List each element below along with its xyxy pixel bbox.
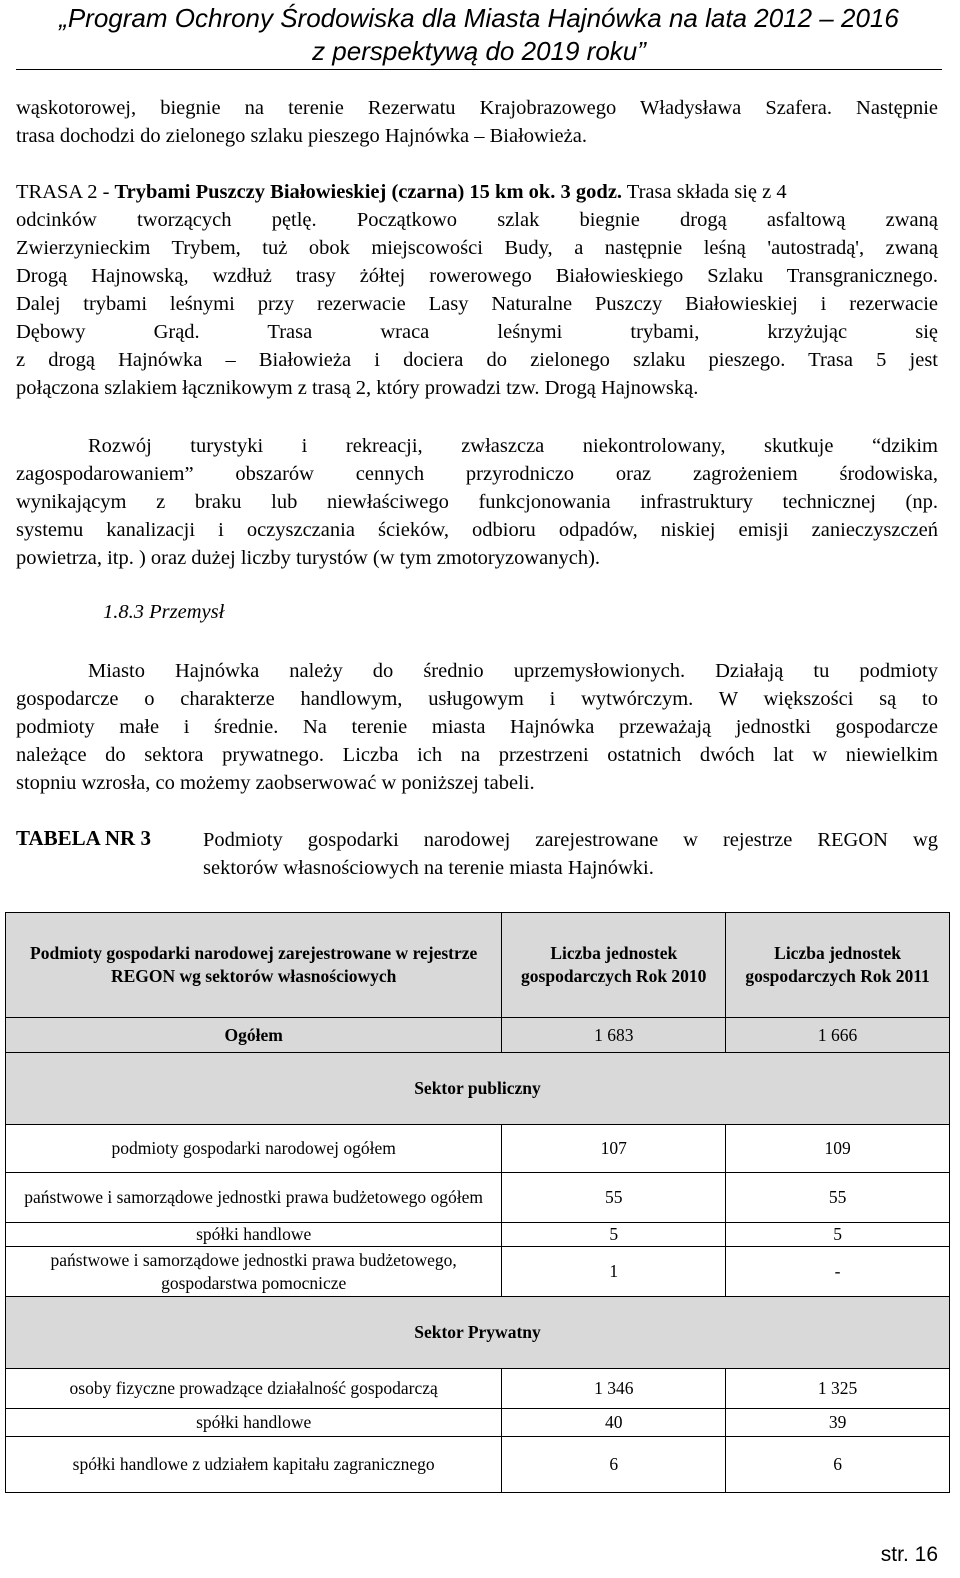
paragraph-tourism-impact <box>16 432 938 572</box>
row-2011: - <box>726 1247 950 1297</box>
row-2010: 55 <box>502 1173 726 1223</box>
text-line: odcinków tworzących pętlę. Początkowo szlak biegnie drogą asfaltową zwaną <box>16 209 938 231</box>
regon-table <box>5 912 950 1493</box>
text-line: należące do sektora prywatnego. Liczba ich na przestrzeni ostatnich dwóch lat w niewielkim <box>16 744 938 766</box>
row-2011: 39 <box>726 1409 950 1437</box>
header-cell-category: Podmioty gospodarki narodowej zarejestrowane w rejestrze REGON wg sektorów własnościowych <box>6 913 502 1018</box>
text-line: Drogą Hajnowską, wzdłuż trasy żółtej rowerowego Białowieskiego Szlaku Transgranicznego. <box>16 265 938 287</box>
table-row <box>6 1125 950 1173</box>
text-line: stopniu wzrosła, co możemy zaobserwować w poniższej tabeli. <box>16 772 535 794</box>
text-line: Miasto Hajnówka należy do średnio uprzemysłowionych. Działają tu podmioty <box>88 660 938 682</box>
header-divider <box>16 69 942 70</box>
trail-name: Trybami Puszczy Białowieskiej (czarna) 15 km ok. 3 godz. <box>114 181 623 203</box>
row-label: osoby fizyczne prowadzące działalność gospodarczą <box>6 1369 502 1409</box>
row-2011: 6 <box>726 1437 950 1493</box>
text-line: Dębowy Grąd. Trasa wraca leśnymi trybami, krzyżując się <box>16 321 938 343</box>
trail-desc-start: Trasa składa się z 4 <box>622 181 787 203</box>
row-2011: 5 <box>726 1223 950 1247</box>
text-line: systemu kanalizacji i oczyszczania ścieków, odbioru odpadów, niskiej emisji zanieczyszczeń <box>16 519 938 541</box>
section-row-private <box>6 1297 950 1369</box>
paragraph-trail-2 <box>16 178 938 402</box>
row-label: podmioty gospodarki narodowej ogółem <box>6 1125 502 1173</box>
row-2010: 5 <box>502 1223 726 1247</box>
paragraph-industry <box>16 657 938 797</box>
table-row <box>6 1247 950 1297</box>
total-label: Ogółem <box>6 1018 502 1053</box>
caption-line: Podmioty gospodarki narodowej zarejestrowane w rejestrze REGON wg <box>203 829 938 851</box>
text-line: trasa dochodzi do zielonego szlaku pieszego Hajnówka – Białowieża. <box>16 125 587 147</box>
table-row <box>6 1437 950 1493</box>
section-title-public: Sektor publiczny <box>6 1053 950 1125</box>
table-row-total <box>6 1018 950 1053</box>
document-header <box>16 2 942 68</box>
total-2011: 1 666 <box>726 1018 950 1053</box>
text-line <box>16 178 938 206</box>
row-label: spółki handlowe <box>6 1223 502 1247</box>
text-line: Dalej trybami leśnymi przy rezerwacie Lasy Naturalne Puszczy Białowieskiej i rezerwacie <box>16 293 938 315</box>
row-2010: 6 <box>502 1437 726 1493</box>
total-2010: 1 683 <box>502 1018 726 1053</box>
text-line: wynikającym z braku lub niewłaściwego funkcjonowania infrastruktury technicznej (np. <box>16 491 938 513</box>
table-row <box>6 1173 950 1223</box>
row-2011: 109 <box>726 1125 950 1173</box>
section-row-public <box>6 1053 950 1125</box>
text-line: podmioty małe i średnie. Na terenie miasta Hajnówka przeważają jednostki gospodarcze <box>16 716 938 738</box>
text-line: Rozwój turystyki i rekreacji, zwłaszcza niekontrolowany, skutkuje “dzikim <box>88 435 938 457</box>
row-2011: 1 325 <box>726 1369 950 1409</box>
row-2010: 107 <box>502 1125 726 1173</box>
trail-prefix: TRASA 2 - <box>16 181 115 203</box>
table-caption <box>203 826 938 882</box>
text-line: wąskotorowej, biegnie na terenie Rezerwatu Krajobrazowego Władysława Szafera. Następnie <box>16 97 938 119</box>
page-number: str. 16 <box>880 1543 938 1566</box>
text-line: powietrza, itp. ) oraz dużej liczby turystów (w tym zmotoryzowanych). <box>16 547 601 569</box>
text-line: zagospodarowaniem” obszarów cennych przyrodniczo oraz zagrożeniem środowiska, <box>16 463 938 485</box>
table-header-row <box>6 913 950 1018</box>
section-title-private: Sektor Prywatny <box>6 1297 950 1369</box>
row-label: spółki handlowe z udziałem kapitału zagranicznego <box>6 1437 502 1493</box>
row-label: spółki handlowe <box>6 1409 502 1437</box>
text-line: połączona szlakiem łącznikowym z trasą 2, który prowadzi tzw. Drogą Hajnowską. <box>16 377 699 399</box>
table-label: TABELA NR 3 <box>16 826 151 850</box>
paragraph-trail-1 <box>16 94 938 150</box>
table-row <box>6 1223 950 1247</box>
header-cell-2010: Liczba jednostek gospodarczych Rok 2010 <box>502 913 726 1018</box>
table-row <box>6 1369 950 1409</box>
text-line: gospodarcze o charakterze handlowym, usługowym i wytwórczym. W większości są to <box>16 688 938 710</box>
header-title-line2: z perspektywą do 2019 roku” <box>312 36 646 66</box>
row-2010: 1 346 <box>502 1369 726 1409</box>
section-heading: 1.8.3 Przemysł <box>103 601 225 623</box>
row-2010: 40 <box>502 1409 726 1437</box>
text-line: z drogą Hajnówka – Białowieża i dociera do zielonego szlaku pieszego. Trasa 5 jest <box>16 349 938 371</box>
table-row <box>6 1409 950 1437</box>
row-2010: 1 <box>502 1247 726 1297</box>
row-label: państwowe i samorządowe jednostki prawa budżetowego ogółem <box>6 1173 502 1223</box>
row-label: państwowe i samorządowe jednostki prawa budżetowego, gospodarstwa pomocnicze <box>6 1247 502 1297</box>
caption-line: sektorów własnościowych na terenie miasta Hajnówki. <box>203 857 654 879</box>
header-cell-2011: Liczba jednostek gospodarczych Rok 2011 <box>726 913 950 1018</box>
row-2011: 55 <box>726 1173 950 1223</box>
text-line: Zwierzynieckim Trybem, tuż obok miejscowości Budy, a następnie leśną 'autostradą', zwaną <box>16 237 938 259</box>
header-title-line1: „Program Ochrony Środowiska dla Miasta Hajnówka na lata 2012 – 2016 <box>59 3 899 33</box>
